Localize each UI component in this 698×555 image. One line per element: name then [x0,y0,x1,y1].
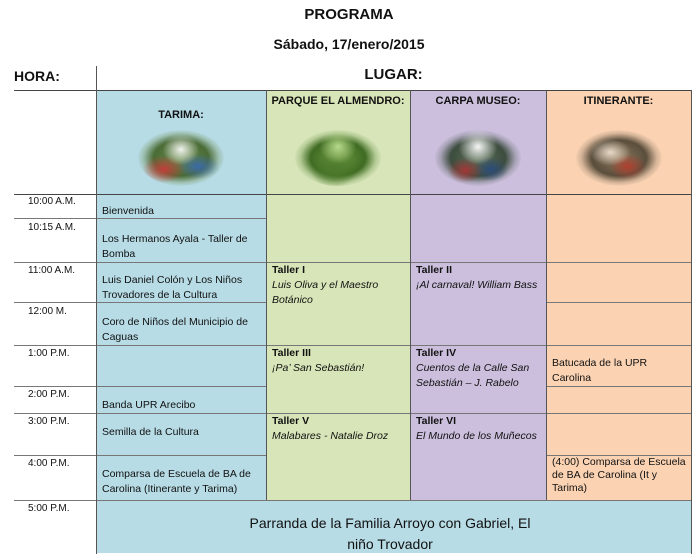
workshop-desc: Malabares - Natalie Droz [272,430,389,442]
parque-workshop [266,263,410,308]
crowd-photo [138,130,224,186]
lugar-header: LUGAR: [364,66,423,83]
time-slot: 5:00 P.M. [28,503,70,514]
workshop-title: Taller III [272,347,311,359]
program-date: Sábado, 17/enero/2015 [273,36,425,52]
parque-workshop [266,414,410,444]
time-slot: 10:15 A.M. [28,222,76,233]
tarima-event: Coro de Niños del Municipio de Caguas [102,316,248,343]
time-slot: 1:00 P.M. [28,348,70,359]
itinerante-event: Batucada de la UPR Carolina [552,357,648,384]
col-header-tarima [96,90,266,194]
museo-workshop [410,414,546,444]
time-slot: 2:00 P.M. [28,389,70,400]
tarima-event: Los Hermanos Ayala - Taller de Bomba [102,233,248,260]
col-header-itinerante [546,90,691,194]
tarima-event: Bienvenida [102,205,154,217]
tarima-event: Banda UPR Arecibo [102,399,196,411]
col-header-label: TARIMA: [158,109,204,121]
workshop-desc: ¡Al carnaval! William Bass [416,279,538,291]
parque-workshop [266,346,410,376]
tarima-event: Comparsa de Escuela de BA de Carolina (Itinerante y Tarima) [102,468,251,495]
col-header-museo [410,90,546,194]
itinerante-event: (4:00) Comparsa de Escuela de BA de Carolina (It y Tarima) [552,456,686,494]
workshop-desc: ¡Pa’ San Sebastián! [272,362,365,374]
col-header-label: ITINERANTE: [583,95,654,107]
workshop-title: Taller VI [416,415,457,427]
hora-header: HORA: [14,68,60,84]
park-photo [295,130,381,186]
time-slot: 12:00 M. [28,306,67,317]
workshop-desc: Luis Oliva y el Maestro Botánico [272,279,379,306]
workshop-title: Taller II [416,264,452,276]
time-slot: 4:00 P.M. [28,458,70,469]
museo-workshop [410,346,546,391]
final-event: Parranda de la Familia Arroyo con Gabriel, El niño Trovador [249,515,531,552]
col-header-label: PARQUE EL ALMENDRO: [271,95,405,107]
col-header-parque [266,90,410,194]
col-header-label: CARPA MUSEO: [435,95,521,107]
time-slot: 11:00 A.M. [28,265,76,276]
tent-photo [435,130,521,186]
time-slot: 3:00 P.M. [28,416,70,427]
workshop-desc: El Mundo de los Muñecos [416,430,537,442]
parade-photo [576,130,662,186]
tarima-event: Luis Daniel Colón y Los Niños Trovadores de la Cultura [102,274,243,301]
workshop-title: Taller I [272,264,306,276]
workshop-desc: Cuentos de la Calle San Sebastián – J. Rabelo [416,362,530,389]
tarima-event: Semilla de la Cultura [102,426,199,438]
workshop-title: Taller IV [416,347,457,359]
page-title: PROGRAMA [304,6,394,23]
workshop-title: Taller V [272,415,310,427]
museo-workshop [410,263,546,293]
time-slot: 10:00 A.M. [28,196,76,207]
